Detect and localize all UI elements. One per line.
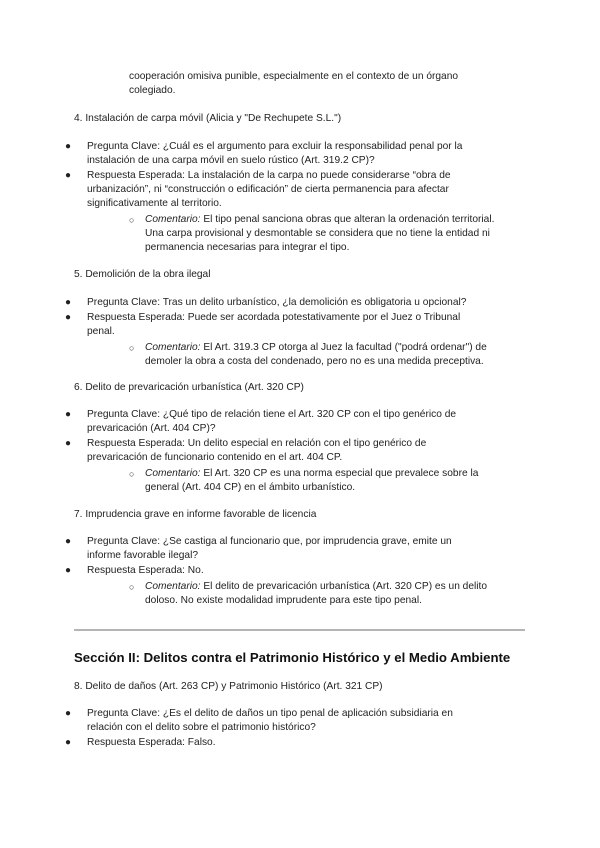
item-heading: 5. Demolición de la obra ilegal (74, 269, 211, 280)
answer-bullet (65, 564, 527, 578)
question-bullet (65, 140, 527, 168)
text-line: general (Art. 404 CP) en el ámbito urbanístico. (145, 482, 356, 493)
text-line: cooperación omisiva punible, especialmente en el contexto de un órgano (129, 71, 459, 82)
text-line: Pregunta Clave: ¿Qué tipo de relación tiene el Art. 320 CP con el tipo genérico de (87, 409, 457, 420)
bullet-icon: ● (65, 170, 72, 181)
text-line: relación con el delito sobre el patrimonio histórico? (87, 722, 316, 733)
circle-bullet-icon: ○ (129, 215, 135, 225)
text-line: penal. (87, 326, 115, 337)
text-line: El Art. 320 CP es una norma especial que prevalece sobre la (203, 468, 479, 479)
answer-bullet (65, 736, 527, 750)
text-line: Respuesta Esperada: Falso. (87, 737, 216, 748)
bullet-icon: ● (65, 297, 72, 308)
item-heading: 8. Delito de daños (Art. 263 CP) y Patrimonio Histórico (Art. 321 CP) (74, 681, 383, 692)
text-line: Respuesta Esperada: Un delito especial en relación con el tipo genérico de (87, 438, 427, 449)
text-line: prevaricación de funcionario contenido en el art. 404 CP. (87, 452, 343, 463)
text-line: informe favorable ilegal? (87, 550, 198, 561)
comment-bullet (129, 580, 535, 608)
text-line: Una carpa provisional y desmontable se considera que no tiene la entidad ni (145, 228, 490, 239)
text-line: Pregunta Clave: ¿Es el delito de daños un tipo penal de aplicación subsidiaria en (87, 708, 453, 719)
text-line: doloso. No existe modalidad imprudente para este tipo penal. (145, 595, 422, 606)
intro-continuation (129, 70, 529, 98)
item-heading: 4. Instalación de carpa móvil (Alicia y "De Rechupete S.L.") (74, 113, 342, 124)
bullet-icon: ● (65, 565, 72, 576)
text-line: urbanización”, ni “construcción o edificación” de cierta permanencia para afectar (87, 184, 449, 195)
comment-label: Comentario: (145, 581, 201, 592)
text-line: permanencia necesarias para integrar el tipo. (145, 242, 350, 253)
answer-bullet (65, 311, 527, 339)
bullet-icon: ● (65, 141, 72, 152)
text-line: Respuesta Esperada: Puede ser acordada potestativamente por el Juez o Tribunal (87, 312, 461, 323)
bullet-icon: ● (65, 737, 72, 748)
bullet-icon: ● (65, 438, 72, 449)
answer-bullet (65, 169, 527, 211)
text-line: colegiado. (129, 85, 176, 96)
text-line: Respuesta Esperada: La instalación de la carpa no puede considerarse “obra de (87, 170, 451, 181)
comment-bullet (129, 213, 535, 255)
question-bullet (65, 296, 537, 310)
text-line: Pregunta Clave: ¿Cuál es el argumento para excluir la responsabilidad penal por la (87, 141, 463, 152)
comment-label: Comentario: (145, 342, 201, 353)
text-line: El Art. 319.3 CP otorga al Juez la facultad ("podrá ordenar") de (203, 342, 487, 353)
comment-bullet (129, 467, 535, 495)
question-bullet (65, 408, 527, 436)
text-line: instalación de una carpa móvil en suelo rústico (Art. 319.2 CP)? (87, 155, 375, 166)
comment-label: Comentario: (145, 468, 201, 479)
text-line: El delito de prevaricación urbanística (Art. 320 CP) es un delito (203, 581, 488, 592)
text-line: prevaricación (Art. 404 CP)? (87, 423, 216, 434)
item-heading: 6. Delito de prevaricación urbanística (Art. 320 CP) (74, 382, 304, 393)
horizontal-divider (74, 629, 525, 631)
section-title: Sección II: Delitos contra el Patrimonio Histórico y el Medio Ambiente (74, 650, 511, 665)
comment-label: Comentario: (145, 214, 201, 225)
text-line: significativamente al territorio. (87, 198, 222, 209)
text-line: Pregunta Clave: Tras un delito urbanístico, ¿la demolición es obligatoria u opcional? (87, 297, 467, 308)
circle-bullet-icon: ○ (129, 469, 135, 479)
question-bullet (65, 707, 527, 735)
circle-bullet-icon: ○ (129, 343, 135, 353)
item-heading: 7. Imprudencia grave en informe favorable de licencia (74, 509, 317, 520)
answer-bullet (65, 437, 527, 465)
bullet-icon: ● (65, 708, 72, 719)
bullet-icon: ● (65, 409, 72, 420)
text-line: El tipo penal sanciona obras que alteran la ordenación territorial. (203, 214, 495, 225)
text-line: Respuesta Esperada: No. (87, 565, 204, 576)
circle-bullet-icon: ○ (129, 582, 135, 592)
text-line: demoler la obra a costa del condenado, pero no es una medida preceptiva. (145, 356, 484, 367)
bullet-icon: ● (65, 536, 72, 547)
comment-bullet (129, 341, 535, 369)
question-bullet (65, 535, 527, 563)
bullet-icon: ● (65, 312, 72, 323)
text-line: Pregunta Clave: ¿Se castiga al funcionario que, por imprudencia grave, emite un (87, 536, 452, 547)
